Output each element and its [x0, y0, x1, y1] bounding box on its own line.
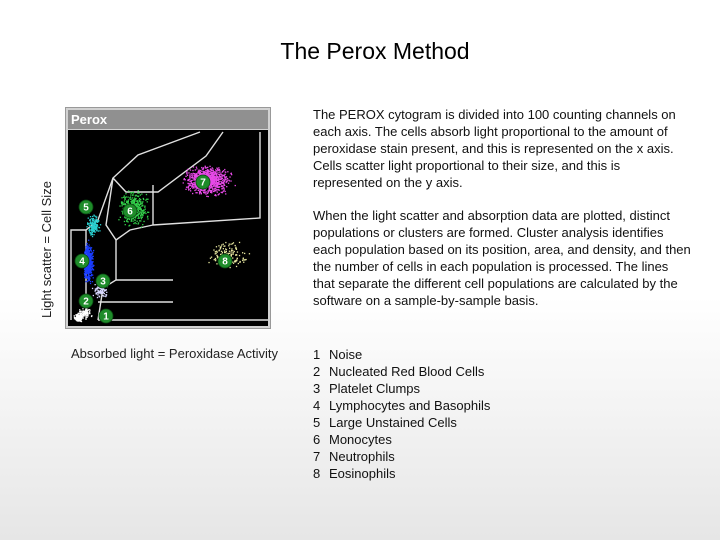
legend-item [313, 414, 490, 431]
cytogram-panel-title: Perox [68, 110, 268, 129]
legend-label: Eosinophils [329, 466, 396, 481]
x-axis-label: Absorbed light = Peroxidase Activity [71, 346, 279, 361]
cluster-marker-label: 2 [83, 296, 89, 308]
legend-label: Neutrophils [329, 449, 395, 464]
cluster-marker-5 [79, 200, 93, 214]
legend-item [313, 397, 490, 414]
gate-line [98, 178, 116, 320]
legend-number: 4 [313, 398, 321, 413]
legend-label: Large Unstained Cells [329, 415, 457, 430]
legend-number: 7 [313, 449, 321, 464]
legend-item [313, 448, 490, 465]
legend-item [313, 465, 490, 482]
cluster-marker-label: 6 [127, 206, 133, 218]
legend-label: Platelet Clumps [329, 381, 421, 396]
legend-number: 6 [313, 432, 321, 447]
legend-label: Monocytes [329, 432, 392, 447]
legend-number: 2 [313, 364, 321, 379]
legend-number: 8 [313, 466, 321, 481]
cluster-marker-label: 3 [100, 276, 106, 288]
cluster-marker-label: 5 [83, 202, 89, 214]
cluster-marker-4 [75, 254, 89, 268]
description-paragraph-2: When the light scatter and absorption data are plotted, distinct populations or clusters are formed. Cluster analysis identifies each population based on its position, area, and density, and then the number of cells in each population is processed. The lines that separate the different cell populations are calculated by the software on a sample-by-sample basis. [313, 208, 691, 308]
legend-item [313, 363, 490, 380]
cluster-marker-label: 8 [222, 256, 228, 268]
gate-line [116, 225, 153, 240]
slide-title: The Perox Method [280, 38, 470, 64]
perox-cytogram [68, 130, 268, 326]
cluster-marker-8 [218, 254, 232, 268]
cluster-marker-label: 7 [200, 177, 206, 189]
cluster-marker-label: 4 [79, 256, 85, 268]
cluster-legend [313, 346, 490, 482]
cluster-marker-1 [99, 309, 113, 323]
cluster-marker-6 [123, 204, 137, 218]
cluster-marker-label: 1 [103, 311, 109, 323]
y-axis-label: Light scatter = Cell Size [39, 181, 54, 318]
cytogram-svg [68, 130, 268, 326]
legend-number: 1 [313, 347, 321, 362]
legend-item [313, 380, 490, 397]
legend-label: Nucleated Red Blood Cells [329, 364, 485, 379]
legend-number: 5 [313, 415, 321, 430]
legend-number: 3 [313, 381, 321, 396]
legend-label: Lymphocytes and Basophils [329, 398, 491, 413]
cluster-marker-2 [79, 294, 93, 308]
cluster-marker-3 [96, 274, 110, 288]
cluster-marker-7 [196, 175, 210, 189]
description-paragraph-1: The PEROX cytogram is divided into 100 counting channels on each axis. The cells absorb light proportional to the amount of peroxidase stain present, and this is represented on the x axis. Cells scatter light proportional to their size, and this is represented on the y axis. [313, 107, 676, 190]
legend-item [313, 346, 490, 363]
legend-item [313, 431, 490, 448]
legend-label: Noise [329, 347, 363, 362]
